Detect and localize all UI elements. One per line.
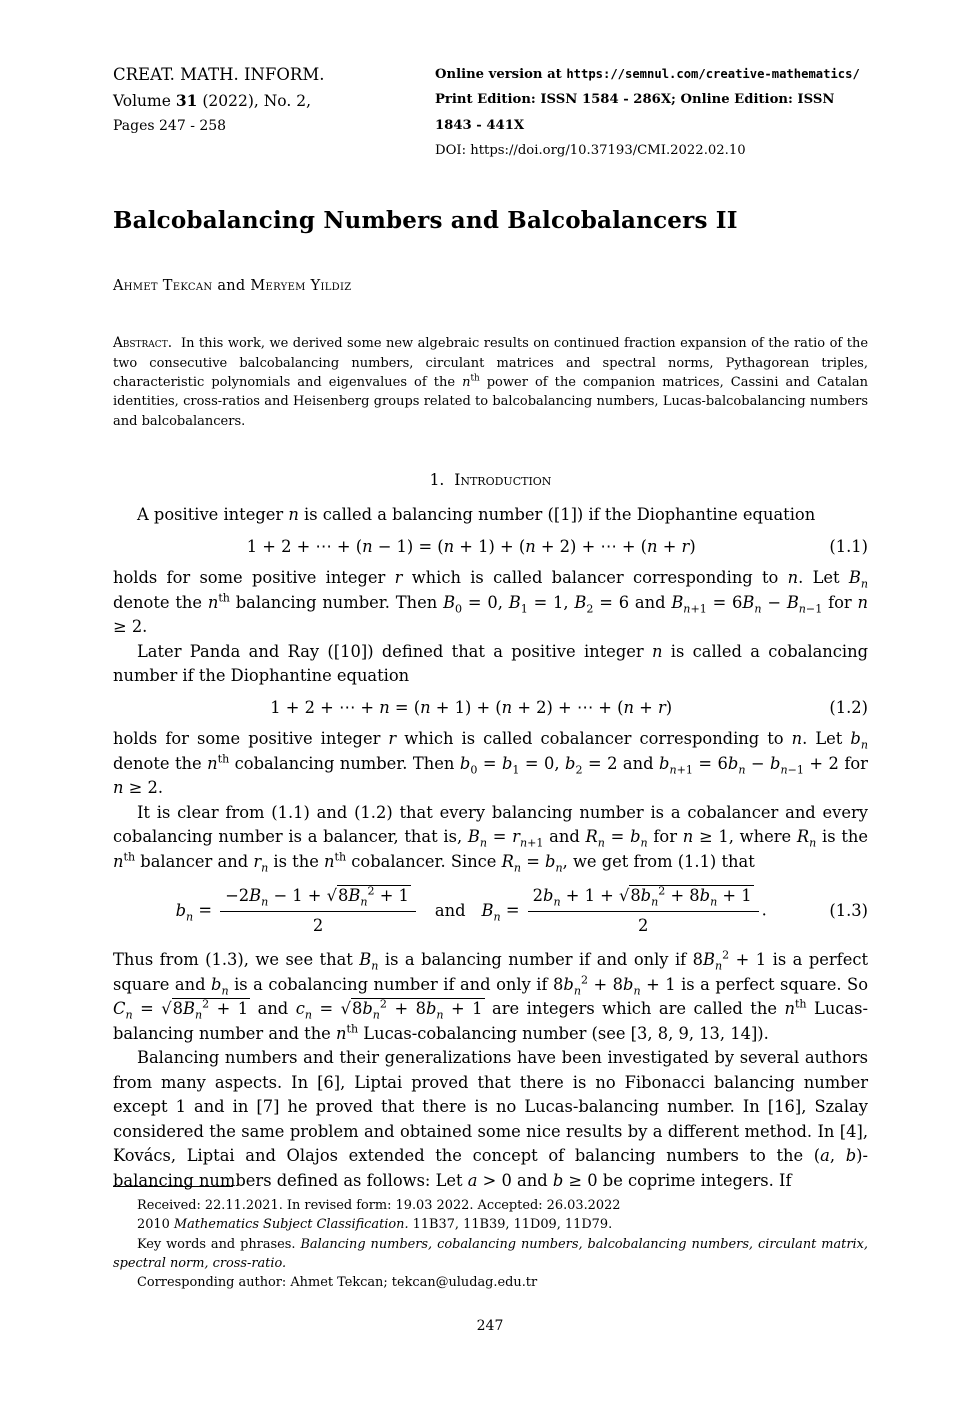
footnote-msc: 2010 Mathematics Subject Classification. 11B37, 11B39, 11D09, 11D79.	[137, 1217, 613, 1233]
paper-title: Balcobalancing Numbers and Balcobalancers II	[113, 207, 738, 235]
footnote-received: Received: 22.11.2021. In revised form: 19.03 2022. Accepted: 26.03.2022	[137, 1198, 621, 1213]
equation-1-2-number: (1.2)	[829, 697, 868, 717]
footnote-keywords: Key words and phrases. Balancing numbers, cobalancing numbers, balcobalancing numbers, circulant matrix, spectral norm, cross-ratio.	[113, 1236, 868, 1271]
paragraph-balancer: holds for some positive integer r which is called balancer corresponding to n. Let $B_n$ denote the $n^{th}$ balancing number. Then $B_0 = 0$, $B_1 = 1$, $B_2 = 6$ and $B_{n+1} = 6B_n - B_{n-1}$ for n ≥ 2.	[113, 568, 869, 637]
authors-line: Ahmet Tekcan and Meryem Yildiz	[113, 278, 352, 295]
paragraph-generalizations: Balancing numbers and their generalizations have been investigated by several authors from many aspects. In [6], Liptai proved that there is no Fibonacci balancing number except 1 and in [7] he proved that there is no Lucas-balancing number. In [16], Szalay considered the same problem and obtained some nice results by a different method. In [4], Kovács, Liptai and Olajos extended the concept of balancing numbers to the (a, b)-balancing numbers defined as follows: Let a > 0 and b ≥ 0 be coprime integers. If	[113, 1048, 868, 1190]
equation-1-1-number: (1.1)	[829, 536, 868, 556]
abstract	[113, 334, 868, 431]
equation-1-2	[113, 696, 868, 721]
abstract-text: In this work, we derived some new algebraic results on continued fraction expansion of the ratio of the two consecutive balcobalancing numbers, circulant matrices and spectral norms, Pythagorean triples, characteristic polynomials and eigenvalues of the $n^{th}$ power of the companion matrices, Cassini and Catalan identities, cross-ratios and Heisenberg groups related to balcobalancing numbers, Lucas-balcobalancing numbers and balcobalancers.	[113, 336, 869, 429]
journal-pages-line: Pages 247 - 258	[113, 118, 227, 134]
equation-1-3-formula: $b_n$ = $\frac{-2B_n - 1 + √8B_n^2 + 1}{2}$ and $B_n$ = $\frac{2b_n + 1 + √8b_n^2 + 8b_n + 1}{2}$ .	[175, 884, 767, 935]
footnote-rule	[113, 1186, 233, 1187]
section-number: 1.	[429, 471, 445, 490]
equation-1-2-formula: 1 + 2 + ⋯ + n = (n + 1) + (n + 2) + ⋯ + (n + r)	[270, 697, 673, 717]
paragraph-balancing-definition: A positive integer n is called a balancing number ([1]) if the Diophantine equation	[137, 505, 816, 525]
section-heading	[113, 471, 868, 489]
doi-line: DOI: https://doi.org/10.37193/CMI.2022.02.10	[435, 142, 746, 158]
equation-1-3-number: (1.3)	[829, 900, 868, 920]
section-title: Introduction	[454, 471, 552, 490]
paragraph-cobalancing-definition: Later Panda and Ray ([10]) defined that a positive integer n is called a cobalancing number if the Diophantine equation	[113, 641, 868, 686]
journal-name: CREAT. MATH. INFORM.	[113, 65, 325, 84]
journal-header	[113, 62, 868, 163]
online-version-line: Online version at https://semnul.com/creative-mathematics/	[435, 67, 860, 82]
paragraph-cobalancer: holds for some positive integer r which is called cobalancer corresponding to n. Let $b_n$ denote the $n^{th}$ cobalancing number. Then $b_0 = b_1 = 0$, $b_2 = 2$ and $b_{n+1} = 6b_n - b_{n-1} + 2$ for n ≥ 2.	[113, 729, 868, 798]
issn-line: Print Edition: ISSN 1584 - 286X; Online Edition: ISSN 1843 - 441X	[435, 92, 835, 133]
footnote-corresponding-author: Corresponding author: Ahmet Tekcan; tekcan@uludag.edu.tr	[137, 1275, 538, 1291]
equation-1-1-formula: 1 + 2 + ⋯ + (n − 1) = (n + 1) + (n + 2) + ⋯ + (n + r)	[246, 536, 696, 556]
footnote-block	[113, 1186, 868, 1292]
page-number: 247	[476, 1318, 504, 1334]
equation-1-3	[113, 884, 868, 938]
paragraph-balancer-cobalancer-relation: It is clear from (1.1) and (1.2) that every balancing number is a cobalancer and every cobalancing number is a balancer, that is, $B_n = r_{n+1}$ and $R_n = b_n$ for n ≥ 1, where $R_n$ is the $n^{th}$ balancer and $r_n$ is the $n^{th}$ cobalancer. Since $R_n = b_n$, we get from (1.1) that	[113, 802, 869, 874]
journal-volume-line: Volume 31 (2022), No. 2,	[113, 91, 312, 110]
journal-header-right	[435, 62, 868, 163]
page-content	[113, 0, 868, 1193]
equation-1-1	[113, 535, 868, 560]
body-text	[113, 503, 868, 1193]
paragraph-lucas-numbers: Thus from (1.3), we see that $B_n$ is a balancing number if and only if $8B_n^2 + 1$ is a perfect square and $b_n$ is a cobalancing number if and only if $8b_n^2 + 8b_n + 1$ is a perfect square. So $C_n = √8B_n^2 + 1$ and $c_n = √8b_n^2 + 8b_n + 1$ are integers which are called the $n^{th}$ Lucas-balancing number and the $n^{th}$ Lucas-cobalancing number (see [3, 8, 9, 13, 14]).	[113, 948, 869, 1043]
abstract-label: Abstract.	[113, 335, 172, 352]
journal-header-left	[113, 62, 435, 163]
